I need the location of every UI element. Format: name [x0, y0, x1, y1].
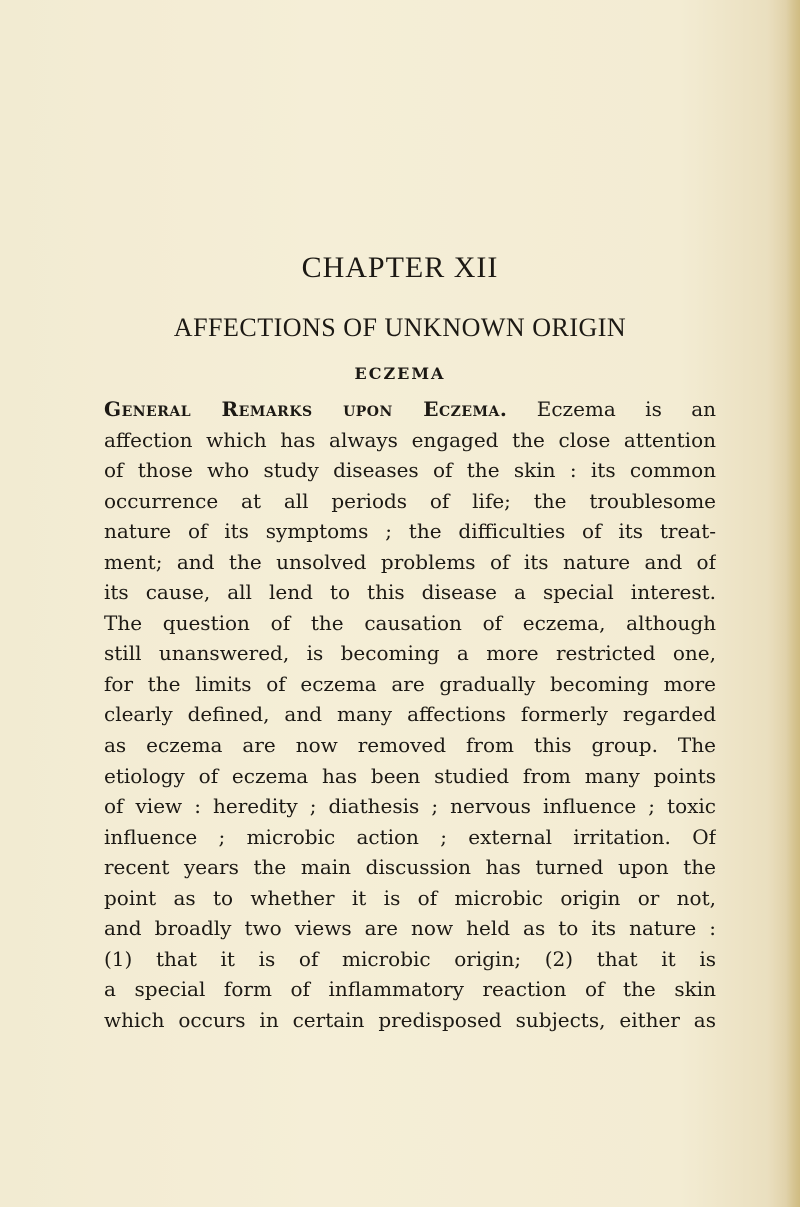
text-line-13: etiology of eczema has been studied from many points [104, 763, 716, 788]
body-text [104, 394, 716, 1035]
text-line-19: (1) that it is of microbic origin; (2) that it is [104, 946, 716, 971]
text-line-1-rest: Eczema is an [507, 397, 716, 421]
text-line-7: its cause, all lend to this disease a special interest. [104, 580, 716, 605]
text-line-21: which occurs in certain predisposed subjects, either as [104, 1007, 716, 1032]
section-heading: ECZEMA [354, 364, 446, 383]
text-line-6: ment; and the unsolved problems of its nature and of [104, 549, 716, 574]
text-line-10: for the limits of eczema are gradually becoming more [104, 671, 716, 696]
text-line-5: nature of its symptoms ; the difficulties of its treat- [104, 519, 716, 544]
text-line-9: still unanswered, is becoming a more restricted one, [104, 641, 716, 666]
text-line-14: of view : heredity ; diathesis ; nervous influence ; toxic [104, 794, 716, 819]
text-line-16: recent years the main discussion has turned upon the [104, 855, 716, 880]
text-line-15: influence ; microbic action ; external irritation. Of [104, 824, 716, 849]
chapter-number: CHAPTER XII [301, 251, 499, 284]
text-line-17: point as to whether it is of microbic origin or not, [104, 885, 716, 910]
text-line-18: and broadly two views are now held as to its nature : [104, 916, 716, 941]
text-line-3: of those who study diseases of the skin : its common [104, 458, 716, 483]
page-edge-shadow [786, 0, 800, 1207]
text-line-2: affection which has always engaged the close attention [104, 427, 716, 452]
text-line-11: clearly defined, and many affections formerly regarded [104, 702, 716, 727]
text-line-4: occurrence at all periods of life; the troublesome [104, 488, 716, 513]
text-line-20: a special form of inflammatory reaction of the skin [104, 977, 716, 1002]
run-in-heading: General Remarks upon Eczema. [104, 397, 508, 421]
text-line-8: The question of the causation of eczema, although [104, 610, 716, 635]
chapter-title: AFFECTIONS OF UNKNOWN ORIGIN [173, 313, 627, 342]
text-line-12: as eczema are now removed from this group. The [104, 733, 716, 758]
text-line-1 [104, 394, 716, 425]
